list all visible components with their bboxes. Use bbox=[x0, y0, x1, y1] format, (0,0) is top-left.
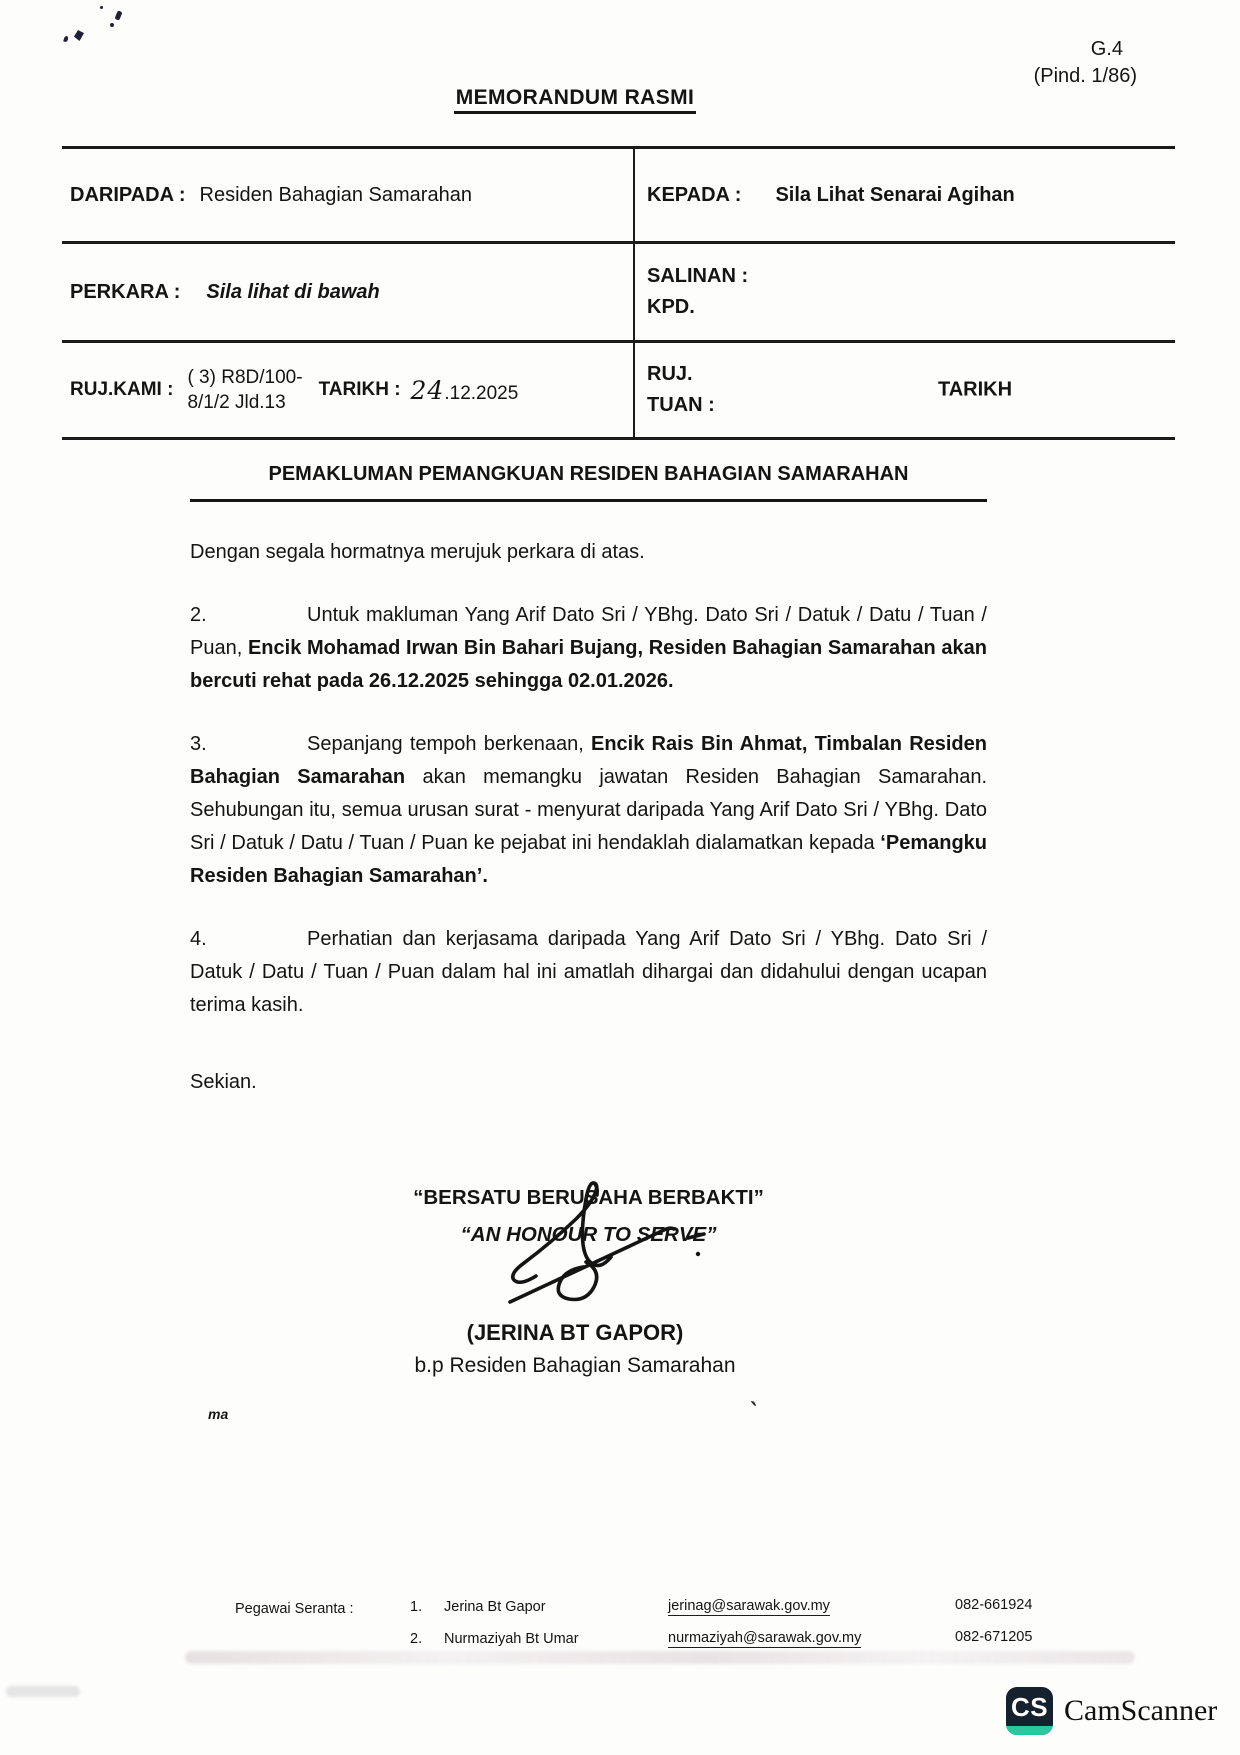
paragraph-4-text: Perhatian dan kerjasama daripada Yang Arif Dato Sri / YBhg. Dato Sri / Datuk / Datu / Tuan / Puan dalam hal ini amatlah dihargai dan didahului dengan ucapan terima kasih. bbox=[190, 928, 987, 1016]
paragraph-3-number: 3. bbox=[190, 733, 207, 755]
ink-speck bbox=[63, 36, 69, 43]
ruj-kami-value bbox=[187, 365, 302, 415]
paragraph-2-bold-text: Encik Mohamad Irwan Bin Bahari Bujang, Residen Bahagian Samarahan akan bercuti rehat pada 26.12.2025 sehingga 02.01.2026. bbox=[190, 637, 988, 692]
memo-header-table bbox=[62, 146, 1175, 440]
cell-salinan bbox=[635, 244, 1175, 340]
signatory-behalf: b.p Residen Bahagian Samarahan bbox=[414, 1354, 736, 1377]
paragraph-3-bold-2: ‘Pemangku Residen Bahagian Samarahan’. bbox=[190, 832, 987, 887]
ruj-tuan-line1: RUJ. bbox=[647, 363, 693, 385]
scan-smudge bbox=[6, 1686, 80, 1697]
officer-2-email: nurmaziyah@sarawak.gov.my bbox=[668, 1630, 862, 1646]
officer-1-phone: 082-661924 bbox=[955, 1597, 1033, 1613]
closing-word: Sekian. bbox=[190, 1071, 257, 1093]
officer-2-phone: 082-671205 bbox=[955, 1629, 1033, 1645]
motto-line-2: “AN HONOUR TO SERVE” bbox=[460, 1223, 717, 1246]
perkara-label: PERKARA : bbox=[70, 280, 181, 303]
ink-speck bbox=[100, 6, 103, 9]
paragraph-2-number: 2. bbox=[190, 604, 207, 626]
ruj-tuan-block bbox=[647, 359, 715, 421]
cell-kepada bbox=[635, 149, 1175, 241]
stray-pen-mark: ` bbox=[745, 1397, 759, 1426]
camscanner-logo-text: CS bbox=[1010, 1692, 1049, 1722]
paragraph-4-number: 4. bbox=[190, 928, 207, 950]
cell-ruj-kami bbox=[62, 343, 635, 437]
handwritten-day: 24 bbox=[410, 375, 445, 405]
camscanner-brand-text: CamScanner bbox=[1064, 1694, 1218, 1727]
memo-body bbox=[190, 458, 987, 1253]
tarikh-kami-label: TARIKH : bbox=[318, 379, 401, 400]
paragraph-3-text-1: Sepanjang tempoh berkenaan, bbox=[307, 733, 591, 755]
document-title-text: MEMORANDUM RASMI bbox=[454, 86, 697, 114]
paragraph-2 bbox=[190, 599, 987, 698]
ruj-kami-value-line2: 8/1/2 Jld.13 bbox=[187, 392, 286, 413]
cell-daripada bbox=[62, 149, 635, 241]
subject-heading: PEMAKLUMAN PEMANGKUAN RESIDEN BAHAGIAN SAMARAHAN bbox=[190, 458, 987, 502]
paragraph-3-bold-1: Encik Rais Bin Ahmat, Timbalan Residen Bahagian Samarahan bbox=[190, 733, 987, 788]
daripada-value: Residen Bahagian Samarahan bbox=[199, 183, 472, 206]
ruj-kami-value-line1: ( 3) R8D/100- bbox=[187, 367, 303, 388]
camscanner-watermark bbox=[1006, 1687, 1217, 1735]
camscanner-logo-icon bbox=[1006, 1687, 1053, 1735]
camscanner-logo-accent-bar bbox=[1006, 1726, 1053, 1735]
footer-label: Pegawai Seranta : bbox=[235, 1601, 354, 1617]
table-row-perkara-salinan bbox=[62, 244, 1175, 343]
officer-2-number: 2. bbox=[410, 1631, 423, 1647]
table-row-daripada-kepada bbox=[62, 149, 1175, 244]
salinan-label: SALINAN : bbox=[647, 265, 749, 287]
officer-1-email: jerinag@sarawak.gov.my bbox=[668, 1598, 830, 1614]
daripada-label: DARIPADA : bbox=[70, 183, 186, 206]
ink-speck bbox=[110, 23, 114, 27]
form-code: G.4 bbox=[1090, 38, 1123, 60]
kepada-label: KEPADA : bbox=[647, 183, 742, 206]
document-title bbox=[0, 86, 1150, 110]
form-revision: (Pind. 1/86) bbox=[1033, 65, 1137, 87]
table-row-ruj-tarikh bbox=[62, 343, 1175, 440]
salinan-block bbox=[647, 261, 748, 323]
paragraph-3 bbox=[190, 728, 987, 893]
officer-2-name: Nurmaziyah Bt Umar bbox=[444, 1631, 579, 1647]
paragraph-3-text-2: akan memangku jawatan Residen Bahagian Samarahan. Sehubungan itu, semua urusan surat - menyurat daripada Yang Arif Dato Sri / YBhg. Dato Sri / Datuk / Datu / Tuan / Puan ke pejabat ini hendaklah dialamatkan kepada bbox=[190, 766, 987, 854]
salinan-kpd-label: KPD. bbox=[647, 296, 695, 318]
form-code-block bbox=[1034, 36, 1137, 90]
motto-line-1: “BERSATU BERUSAHA BERBAKTI” bbox=[413, 1186, 764, 1209]
printed-date-rest: .12.2025 bbox=[444, 382, 519, 404]
ink-speck bbox=[114, 10, 122, 20]
ruj-tuan-line2: TUAN : bbox=[647, 394, 715, 416]
officer-1-name: Jerina Bt Gapor bbox=[444, 1599, 546, 1615]
paragraph-2-text: Untuk makluman Yang Arif Dato Sri / YBhg. Dato Sri / Datuk / Datu / Tuan / Puan, bbox=[190, 604, 987, 659]
tarikh-kami-value bbox=[411, 376, 519, 405]
paragraph-4 bbox=[190, 923, 987, 1022]
ruj-kami-label: RUJ.KAMI : bbox=[70, 379, 174, 400]
cell-perkara bbox=[62, 244, 635, 340]
perkara-value: Sila lihat di bawah bbox=[206, 280, 380, 303]
ink-speck bbox=[74, 30, 84, 41]
cell-ruj-tuan bbox=[635, 343, 1175, 437]
initials-annotation: ma bbox=[208, 1406, 229, 1422]
kepada-value: Sila Lihat Senarai Agihan bbox=[775, 183, 1015, 206]
signatory-name: (JERINA BT GAPOR) bbox=[466, 1320, 684, 1345]
scan-smudge bbox=[185, 1651, 1135, 1664]
opening-paragraph: Dengan segala hormatnya merujuk perkara di atas. bbox=[190, 541, 645, 563]
handwritten-signature bbox=[492, 1178, 722, 1310]
officer-1-number: 1. bbox=[410, 1599, 423, 1615]
tarikh-tuan-label: TARIKH bbox=[938, 378, 1013, 401]
